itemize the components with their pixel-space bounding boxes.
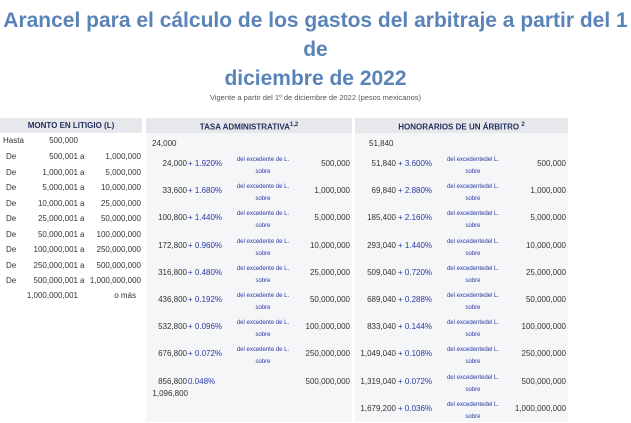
- honorarios-row-label: [440, 208, 506, 232]
- monto-row-label: De: [6, 152, 17, 161]
- honorarios-row-threshold: 250,000,000: [521, 349, 566, 359]
- tasa-row-threshold: 1,000,000: [314, 186, 350, 196]
- honorarios-row-label: [440, 317, 506, 341]
- monto-row-from: 5,000,001: [42, 183, 78, 192]
- monto-row-sep: a: [80, 198, 85, 208]
- honorarios-row-pct: + 2.160%: [398, 213, 433, 223]
- monto-header: [0, 118, 142, 133]
- honorarios-row-label-line2: sobre: [465, 359, 481, 366]
- honorarios-row-base: 833,040: [367, 322, 396, 332]
- honorarios-row-pct: + 0.720%: [398, 267, 433, 277]
- honorarios-row-pct: + 0.036%: [398, 403, 433, 413]
- monto-hasta-value: 500,000: [49, 136, 78, 145]
- tasa-row-label: [230, 263, 296, 287]
- honorarios-row-label-line1: del excedentedel L.: [446, 347, 500, 354]
- monto-row-sep: a: [80, 260, 85, 270]
- tasa-row-label-line2: sobre: [255, 277, 271, 284]
- honorarios-row-pct: + 0.072%: [398, 376, 433, 386]
- monto-row-label: De: [6, 183, 17, 192]
- honorarios-header: [355, 118, 568, 133]
- honorarios-row-label-line1: del excedentedel L.: [446, 184, 500, 191]
- honorarios-row-label-line1: del excedentedel L.: [446, 320, 500, 327]
- monto-row-from: 1,000,001: [42, 167, 78, 177]
- tasa-row-label-line2: sobre: [255, 169, 271, 175]
- honorarios-header-footnote: 2: [521, 122, 525, 128]
- honorarios-row-pct: + 1.440%: [398, 240, 433, 250]
- honorarios-row-label: [440, 344, 506, 368]
- monto-last-suffix: o más: [114, 291, 136, 300]
- tasa-row-label-line1: del excedente de L.: [236, 320, 290, 327]
- honorarios-row-pct: + 3.600%: [398, 159, 433, 168]
- page-title-line-2: diciembre de 2022: [224, 67, 407, 90]
- honorarios-first-value: 51,840: [369, 139, 394, 148]
- tasa-row-threshold: 5,000,000: [314, 213, 350, 223]
- tasa-row-label: [230, 344, 296, 368]
- tasa-row-label: [230, 236, 296, 260]
- honorarios-row-label-line2: sobre: [465, 277, 481, 284]
- monto-row-label: De: [6, 198, 17, 208]
- tasa-row-threshold: 500,000: [321, 159, 350, 168]
- monto-row-label: De: [6, 167, 17, 177]
- tasa-row-label-line1: del excedente de L.: [236, 211, 290, 218]
- tasa-row-pct: + 1.680%: [188, 186, 223, 196]
- monto-row-to: 10,000,000: [100, 183, 141, 192]
- honorarios-row-threshold: 100,000,000: [521, 322, 566, 332]
- tasa-row-pct: + 1.920%: [188, 159, 223, 168]
- tasa-row-pct: + 0.480%: [188, 267, 223, 277]
- honorarios-row-threshold: 1,000,000,000: [514, 403, 566, 413]
- honorarios-row-threshold: 500,000,000: [521, 376, 566, 386]
- monto-row-label: De: [6, 245, 17, 254]
- tasa-row-label-line2: sobre: [255, 305, 271, 311]
- monto-row-to: 500,000,000: [96, 260, 141, 270]
- tasa-row-label-line2: sobre: [255, 223, 271, 230]
- tasa-row-base: 316,800: [158, 267, 187, 277]
- tasa-header-footnote: 1,2: [289, 122, 299, 128]
- tasa-row-base: 24,000: [162, 159, 187, 168]
- honorarios-row-label: [440, 399, 506, 423]
- monto-row-label: De: [6, 260, 17, 270]
- monto-row-from: 500,000,001: [33, 276, 78, 285]
- monto-row-to: 1,000,000,000: [89, 276, 141, 285]
- tasa-row-threshold: 100,000,000: [305, 322, 350, 332]
- tasa-row-label: [230, 208, 296, 232]
- monto-row-to: 250,000,000: [96, 245, 141, 254]
- monto-row-from: 500,001: [49, 152, 78, 161]
- honorarios-row-label-line1: del excedentedel L.: [446, 238, 500, 245]
- tasa-row-base: 856,800: [158, 376, 187, 386]
- tasa-row-label: [230, 154, 296, 178]
- tasa-header: [146, 118, 352, 133]
- honorarios-row-label: [440, 154, 506, 178]
- tasa-row-base: 436,800: [158, 295, 187, 304]
- tasa-row-base: 172,800: [158, 240, 187, 250]
- honorarios-row-base: 1,679,200: [360, 403, 396, 413]
- monto-row-sep: a: [80, 245, 85, 254]
- honorarios-row-base: 293,040: [367, 240, 396, 250]
- honorarios-row-label-line2: sobre: [465, 332, 481, 339]
- monto-row-to: 100,000,000: [96, 229, 141, 239]
- honorarios-row-label: [440, 290, 506, 314]
- honorarios-row-label-line1: del excedentedel L.: [446, 265, 500, 272]
- honorarios-row-base: 1,319,040: [360, 376, 396, 386]
- honorarios-row-label-line2: sobre: [465, 305, 481, 311]
- tasa-row-threshold: 250,000,000: [305, 349, 350, 359]
- monto-row-sep: a: [80, 152, 85, 161]
- tasa-row-label: [230, 317, 296, 341]
- tasa-row-pct: 0.048%: [188, 376, 216, 386]
- monto-last-value: 1,000,000,001: [26, 291, 78, 300]
- tasa-first-value: 24,000: [152, 139, 177, 148]
- tasa-row-pct: + 0.192%: [188, 295, 223, 304]
- monto-row-from: 10,000,001: [37, 198, 78, 208]
- monto-row-label: De: [6, 214, 17, 223]
- honorarios-row-label-line2: sobre: [465, 223, 481, 230]
- monto-row-to: 5,000,000: [105, 167, 141, 177]
- monto-row-sep: a: [80, 276, 85, 285]
- honorarios-row-base: 1,049,040: [360, 349, 396, 359]
- honorarios-row-pct: + 2.880%: [398, 186, 433, 196]
- tasa-row-label-line1: del excedente de L.: [236, 265, 290, 272]
- honorarios-row-label: [440, 181, 506, 205]
- tasa-row-pct: + 1.440%: [188, 213, 223, 223]
- honorarios-row-label-line1: del excedentedel L.: [446, 211, 500, 218]
- honorarios-header-text: HONORARIOS DE UN ÁRBITRO: [398, 122, 520, 132]
- tasa-row-label-line2: sobre: [255, 359, 271, 366]
- honorarios-row-base: 689,040: [367, 295, 396, 304]
- tasa-row-threshold: 10,000,000: [309, 240, 350, 250]
- honorarios-row-label: [440, 236, 506, 260]
- honorarios-row-pct: + 0.288%: [398, 295, 433, 304]
- honorarios-row-label-line2: sobre: [465, 413, 481, 420]
- honorarios-row-base: 69,840: [371, 186, 396, 196]
- honorarios-row-threshold: 500,000: [537, 159, 566, 168]
- honorarios-row-label-line1: del excedentedel L.: [446, 374, 500, 381]
- monto-row-from: 100,000,001: [33, 245, 78, 254]
- honorarios-row-label-line1: del excedentedel L.: [446, 157, 500, 163]
- tasa-row-pct: + 0.096%: [188, 322, 223, 332]
- honorarios-row-base: 509,040: [367, 267, 396, 277]
- monto-row-to: 25,000,000: [100, 198, 141, 208]
- tasa-row-label-line2: sobre: [255, 332, 271, 339]
- monto-row-label: De: [6, 276, 17, 285]
- honorarios-row-pct: + 0.144%: [398, 322, 433, 332]
- honorarios-row-label-line1: del excedentedel L.: [446, 293, 500, 299]
- tasa-row-label-line2: sobre: [255, 250, 271, 257]
- honorarios-row-label-line2: sobre: [465, 250, 481, 257]
- honorarios-row-base: 185,400: [367, 213, 396, 223]
- monto-row-from: 25,000,001: [37, 214, 78, 223]
- honorarios-row-label: [440, 263, 506, 287]
- tasa-last-value: 1,096,800: [152, 389, 188, 398]
- page-title-line-1: Arancel para el cálculo de los gastos del arbitraje a partir del 1 de: [3, 9, 628, 61]
- tasa-row-label: [230, 290, 296, 314]
- tasa-row-base: 100,800: [158, 213, 187, 223]
- honorarios-row-label: [440, 372, 506, 396]
- tasa-row-label-line1: del excedente de L.: [236, 293, 290, 299]
- monto-row-sep: a: [80, 183, 85, 192]
- honorarios-row-threshold: 25,000,000: [525, 267, 566, 277]
- page-subtitle: Vigente a partir del 1º de diciembre de 2022 (pesos mexicanos): [209, 93, 422, 102]
- honorarios-row-threshold: 5,000,000: [530, 213, 566, 223]
- monto-row-from: 250,000,001: [33, 260, 78, 270]
- tasa-row-pct: + 0.960%: [188, 240, 223, 250]
- honorarios-row-label-line2: sobre: [465, 169, 481, 175]
- monto-row-sep: a: [80, 229, 85, 239]
- tasa-row-pct: + 0.072%: [188, 349, 223, 359]
- honorarios-row-threshold: 1,000,000: [530, 186, 566, 196]
- tasa-row-base: 33,600: [162, 186, 187, 196]
- honorarios-row-threshold: 10,000,000: [525, 240, 566, 250]
- monto-row-to: 50,000,000: [100, 214, 141, 223]
- tasa-row-label: [230, 181, 296, 205]
- honorarios-row-label-line2: sobre: [465, 386, 481, 393]
- monto-row-to: 1,000,000: [105, 152, 141, 161]
- tasa-row-threshold: 25,000,000: [309, 267, 350, 277]
- honorarios-row-threshold: 50,000,000: [525, 295, 566, 304]
- honorarios-row-label-line2: sobre: [465, 196, 481, 203]
- honorarios-row-pct: + 0.108%: [398, 349, 433, 359]
- tasa-header-text: TASA ADMINISTRATIVA: [199, 122, 290, 132]
- tasa-row-label-line1: del excedente de L.: [236, 157, 290, 163]
- page-title: [0, 6, 631, 93]
- tasa-row-threshold: 50,000,000: [309, 295, 350, 304]
- honorarios-row-base: 51,840: [371, 159, 396, 168]
- tasa-row-label-line1: del excedente de L.: [236, 347, 290, 354]
- tasa-row-label-line1: del excedente de L.: [236, 184, 290, 191]
- tasa-row-base: 532,800: [158, 322, 187, 332]
- tasa-row-threshold: 500,000,000: [305, 376, 350, 386]
- monto-row-from: 50,000,001: [37, 229, 78, 239]
- monto-row-sep: a: [80, 167, 85, 177]
- honorarios-row-label-line1: del excedentedel L.: [446, 401, 500, 408]
- tasa-row-base: 676,800: [158, 349, 187, 359]
- monto-row-label: De: [6, 229, 17, 239]
- monto-hasta-label: Hasta: [3, 136, 24, 145]
- tasa-row-label-line2: sobre: [255, 196, 271, 203]
- tasa-row-label-line1: del excedente de L.: [236, 238, 290, 245]
- monto-header-text: MONTO EN LITIGIO (L): [27, 121, 115, 130]
- monto-row-sep: a: [80, 214, 85, 223]
